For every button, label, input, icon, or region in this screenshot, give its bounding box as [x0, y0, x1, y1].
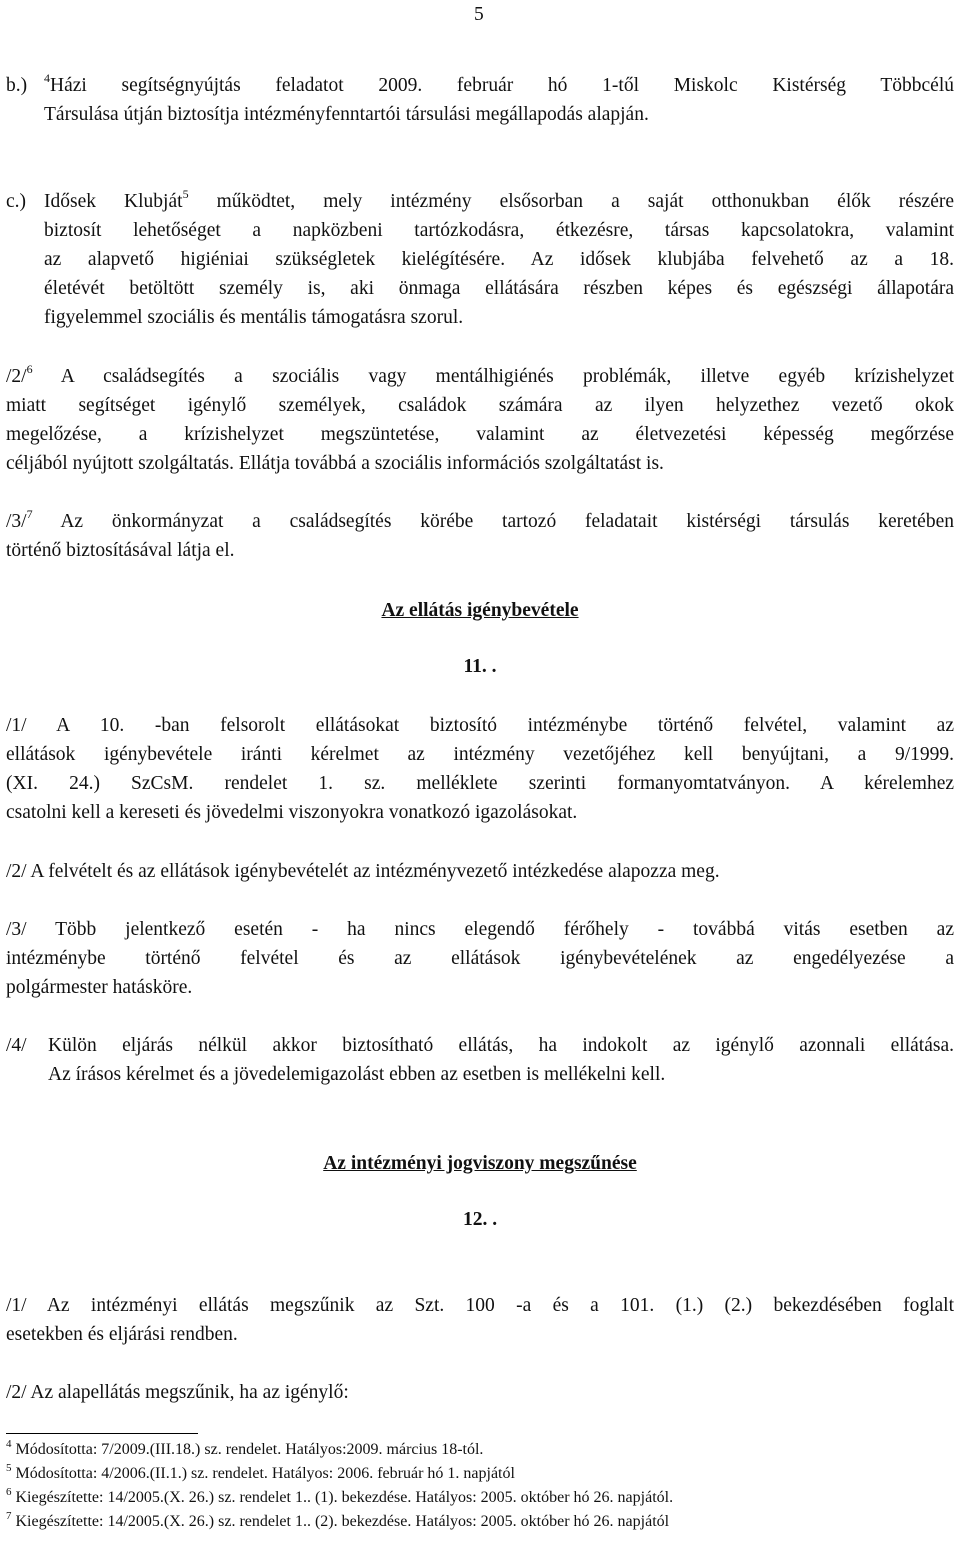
text-line: ellátások igénybevétele iránti kérelmet az intézmény vezetőjéhez kell benyújtani, a 9/1999. — [6, 744, 954, 765]
text-line: $^4$Házi segítségnyújtás feladatot 2009. február hó 1-től Miskolc Kistérség Többcélú — [44, 70, 954, 96]
text-line: figyelemmel szociális és mentális támogatásra szorul. — [44, 307, 464, 328]
text-line: csatolni kell a kereseti és jövedelmi viszonyokra vonatkozó igazolásokat. — [6, 802, 578, 823]
paragraph-label: c.) — [6, 191, 27, 212]
section-heading: Az intézményi jogviszony megszűnése — [323, 1153, 637, 1174]
text-line: Idősek Klubját$^5$ működtet, mely intézmény elsősorban a saját otthonukban élők részére — [44, 186, 955, 212]
text-line: (XI. 24.) SzCsM. rendelet 1. sz. melléklete szerinti formanyomtatványon. A kérelemhez — [6, 773, 954, 794]
paragraph-11-3 — [6, 915, 954, 1002]
footnote-ref: 7 — [26, 506, 33, 521]
text-line: életévét betöltött személy is, aki önmaga ellátására részben képes és egészségi állapotára — [44, 278, 954, 299]
paragraph-12-2 — [6, 1378, 954, 1407]
page-number: 5 — [474, 4, 484, 25]
text-line: biztosít lehetőséget a napközbeni tartózkodásra, étkezésre, társas kapcsolatokra, valamint — [44, 220, 954, 241]
text-line: /2/ A felvételt és az ellátások igénybevételét az intézményvezető intézkedése alapozza meg. — [6, 861, 720, 882]
paragraph-label: /4/ — [6, 1035, 27, 1056]
text-line: esetekben és eljárási rendben. — [6, 1324, 238, 1345]
footnotes — [6, 1438, 673, 1534]
text-line: Külön eljárás nélkül akkor biztosítható ellátás, ha indokolt az igénylő azonnali ellátása. — [48, 1035, 954, 1056]
section-heading: Az ellátás igénybevétele — [381, 600, 579, 621]
paragraph-2 — [6, 362, 954, 478]
text-line: /1/ Az intézményi ellátás megszűnik az Szt. 100 -a és a 101. (1.) (2.) bekezdésében foglalt — [6, 1295, 954, 1316]
paragraph-11-4 — [6, 1031, 954, 1089]
paragraph-label: b.) — [6, 75, 28, 96]
footnote-ref: 6 — [26, 361, 33, 376]
section-number: 11. . — [463, 656, 497, 677]
text-line: Társulása útján biztosítja intézményfenntartói társulási megállapodás alapján. — [44, 104, 649, 125]
paragraph-12-1 — [6, 1291, 954, 1349]
paragraph-11-1 — [6, 711, 954, 827]
text-line: /2/ Az alapellátás megszűnik, ha az igénylő: — [6, 1382, 349, 1403]
text-line: /2/$^6$ A családsegítés a szociális vagy mentálhigiénés problémák, illetve egyéb krízishelyzet — [6, 361, 954, 387]
footnote-ref: 4 — [44, 70, 50, 85]
text-line: polgármester hatásköre. — [6, 977, 193, 998]
footnote: $^4$ Módosította: 7/2009.(III.18.) sz. rendelet. Hatályos:2009. március 18-tól. — [6, 1437, 484, 1458]
footnote: $^6$ Kiegészítette: 14/2005.(X. 26.) sz. rendelet 1.. (1). bekezdése. Hatályos: 2005. október hó 26. napjától. — [6, 1485, 674, 1506]
footnote: $^7$ Kiegészítette: 14/2005.(X. 26.) sz. rendelet 1.. (2). bekezdése. Hatályos: 2005. október hó 26. napjától — [6, 1509, 670, 1530]
text-line: /3/ Több jelentkező esetén - ha nincs elegendő férőhely - továbbá vitás esetben az — [6, 919, 954, 940]
text-line: céljából nyújtott szolgáltatás. Ellátja továbbá a szociális információs szolgáltatást is. — [6, 453, 664, 474]
paragraph-b — [6, 71, 954, 129]
footnote: $^5$ Módosította: 4/2006.(II.1.) sz. rendelet. Hatályos: 2006. február hó 1. napjától — [6, 1461, 515, 1482]
section-number: 12. . — [462, 1209, 498, 1230]
text-line: miatt segítséget igénylő személyek, családok számára az ilyen helyzethez vezető okok — [6, 395, 954, 416]
footnote-separator — [6, 1433, 198, 1434]
paragraph-11-2 — [6, 857, 954, 886]
text-line: /1/ A 10. -ban felsorolt ellátásokat biztosító intézménybe történő felvétel, valamint az — [6, 715, 954, 736]
text-line: /3/$^7$ Az önkormányzat a családsegítés körébe tartozó feladatait kistérségi társulás keretében — [6, 506, 954, 532]
text-line: Az írásos kérelmet és a jövedelemigazolást ebben az esetben is mellékelni kell. — [48, 1064, 666, 1085]
paragraph-3 — [6, 507, 954, 565]
text-line: az alapvető higiéniai szükségletek kielégítésére. Az idősek klubjába felvehető az a 18. — [44, 249, 954, 270]
text-line: megelőzése, a krízishelyzet megszüntetése, valamint az életvezetési képesség megőrzése — [6, 424, 954, 445]
paragraph-c — [6, 187, 954, 332]
text-line: történő biztosításával látja el. — [6, 540, 235, 561]
footnote-ref: 5 — [182, 186, 189, 201]
text-line: intézménybe történő felvétel és az ellátások igénybevételének az engedélyezése a — [6, 948, 954, 969]
